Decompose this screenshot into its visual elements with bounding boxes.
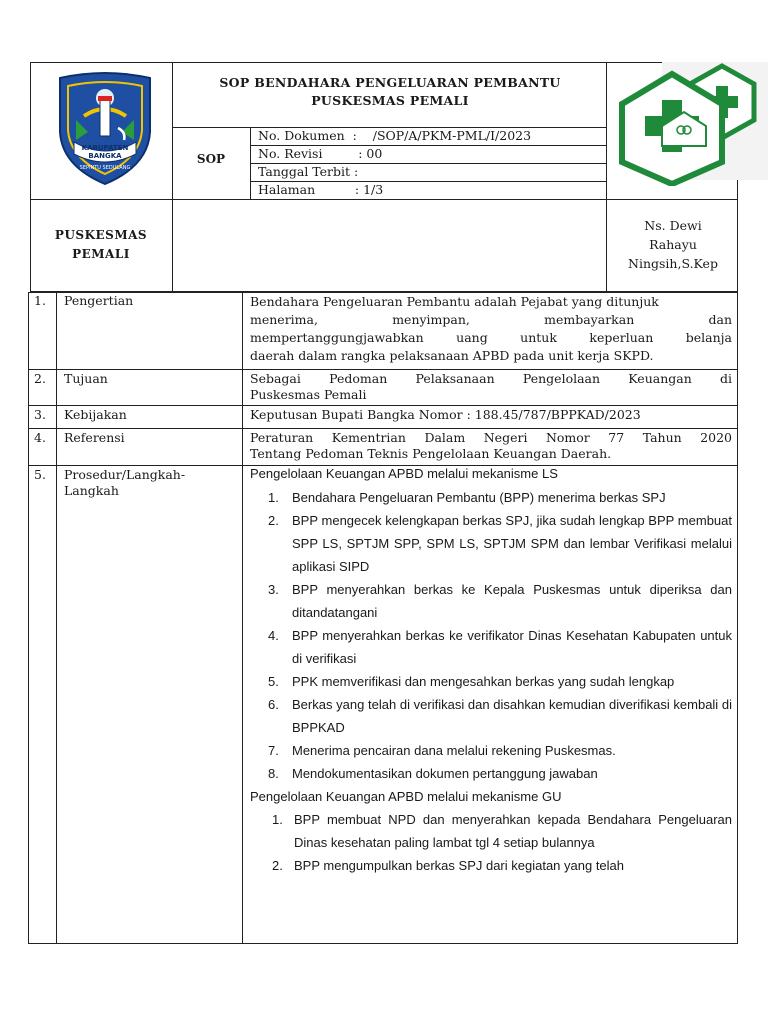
meta-revision: No. Revisi : 00 bbox=[258, 146, 383, 161]
section-number: 2. bbox=[34, 371, 46, 386]
list-item: 7. Menerima pencairan dana melalui rekening Puskesmas. bbox=[268, 743, 616, 758]
meta-issue-date: Tanggal Terbit : bbox=[258, 164, 359, 179]
gu-steps bbox=[250, 808, 732, 877]
svg-text:SEPINTU SEDULANG: SEPINTU SEDULANG bbox=[79, 165, 131, 171]
svg-text:BANGKA: BANGKA bbox=[88, 152, 122, 160]
section-label-kebijakan: Kebijakan bbox=[64, 407, 127, 422]
section-label-prosedur: Prosedur/Langkah- Langkah bbox=[64, 467, 186, 498]
svg-text:KABUPATEN: KABUPATEN bbox=[81, 144, 129, 152]
section-number: 4. bbox=[34, 430, 46, 445]
list-item: 3. BPP menyerahkan berkas ke Kepala Puskesmas untuk diperiksa dan ditandatangani bbox=[268, 582, 732, 620]
section-text-kebijakan: Keputusan Bupati Bangka Nomor : 188.45/787/BPPKAD/2023 bbox=[250, 407, 641, 422]
meta-doc-number: No. Dokumen : /SOP/A/PKM-PML/I/2023 bbox=[258, 128, 532, 143]
section-number: 5. bbox=[34, 467, 46, 482]
section-label-pengertian: Pengertian bbox=[64, 293, 134, 308]
list-item: 4. BPP menyerahkan berkas ke verifikator Dinas Kesehatan Kabupaten untuk di verifikasi bbox=[268, 628, 732, 666]
ls-steps bbox=[250, 486, 732, 785]
section-text-referensi: Peraturan Kementrian Dalam Negeri Nomor 77 Tahun 2020 Tentang Pedoman Teknis Pengelolaan Keuangan Daerah. bbox=[250, 430, 732, 461]
procedure-content bbox=[250, 464, 732, 877]
organization-name: PUSKESMAS PEMALI bbox=[54, 228, 148, 261]
meta-page: Halaman : 1/3 bbox=[258, 182, 384, 197]
gu-heading: Pengelolaan Keuangan APBD melalui mekanisme GU bbox=[250, 789, 562, 804]
list-item: 6. Berkas yang telah di verifikasi dan disahkan kemudian diverifikasi kembali di BPPKAD bbox=[268, 697, 732, 735]
list-item: 1. Bendahara Pengeluaran Pembantu (BPP) menerima berkas SPJ bbox=[268, 490, 666, 505]
title-line-2: PUSKESMAS PEMALI bbox=[311, 93, 469, 108]
title-line-1: SOP BENDAHARA PENGELUARAN PEMBANTU bbox=[219, 75, 561, 90]
list-item: 8. Mendokumentasikan dokumen pertanggung jawaban bbox=[268, 766, 598, 781]
puskesmas-logo bbox=[612, 62, 768, 186]
list-item: 2. BPP mengumpulkan berkas SPJ dari kegiatan yang telah bbox=[272, 858, 625, 873]
list-item: 5. PPK memverifikasi dan mengesahkan berkas yang sudah lengkap bbox=[268, 674, 675, 689]
section-number: 1. bbox=[34, 293, 46, 308]
section-label-tujuan: Tujuan bbox=[64, 371, 108, 386]
section-label-referensi: Referensi bbox=[64, 430, 125, 445]
document-title bbox=[176, 74, 604, 110]
signatory-name: Ns. Dewi Rahayu Ningsih,S.Kep bbox=[628, 218, 718, 271]
section-text-pengertian: Bendahara Pengeluaran Pembantu adalah Pejabat yang ditunjuk menerima, menyimpan, membayarkan dan mempertanggungjawabkan uang untuk keperluan belanja daerah dalam rangka pelaksanaan APBD pada unit kerja SKPD. bbox=[250, 294, 732, 363]
ls-heading: Pengelolaan Keuangan APBD melalui mekanisme LS bbox=[250, 466, 558, 481]
section-number: 3. bbox=[34, 407, 46, 422]
kabupaten-bangka-logo bbox=[54, 70, 156, 188]
list-item: 1. BPP membuat NPD dan menyerahkan kepada Bendahara Pengeluaran Dinas kesehatan paling lambat tgl 4 setiap bulannya bbox=[272, 812, 732, 850]
section-text-tujuan: Sebagai Pedoman Pelaksanaan Pengelolaan Keuangan di Puskesmas Pemali bbox=[250, 371, 732, 402]
sop-label: SOP bbox=[196, 152, 226, 166]
list-item: 2. BPP mengecek kelengkapan berkas SPJ, jika sudah lengkap BPP membuat SPP LS, SPTJM SPP, SPM LS, SPTJM SPM dan lembar Verifikasi melalui aplikasi SIPD bbox=[268, 513, 732, 574]
